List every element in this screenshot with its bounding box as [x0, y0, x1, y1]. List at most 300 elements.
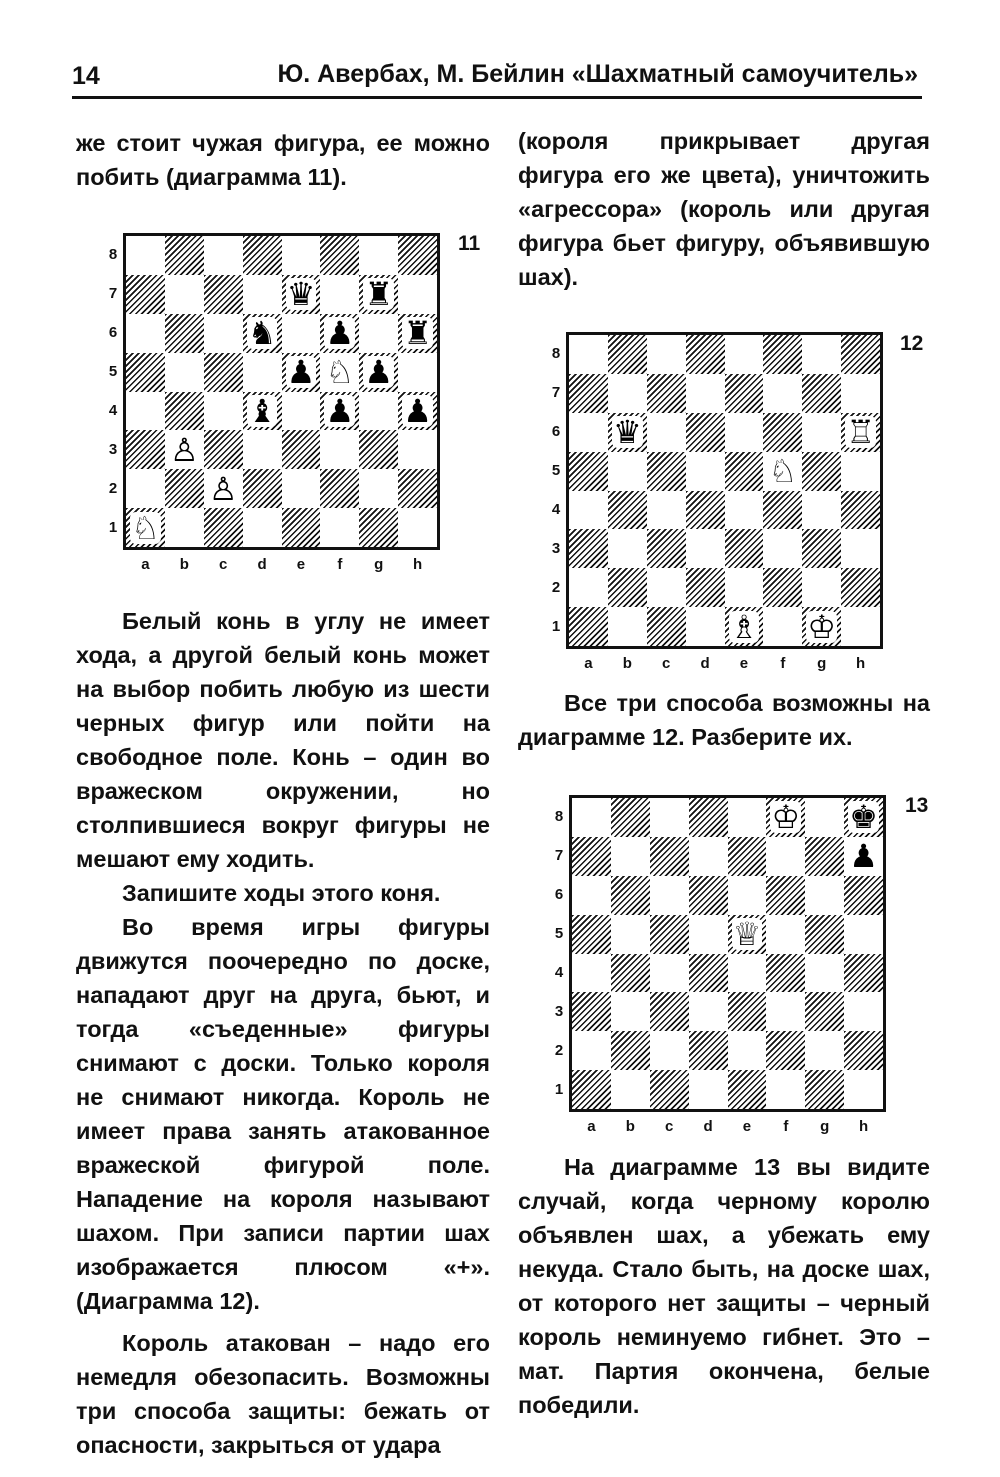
piece-glyph: ♛ [612, 413, 642, 452]
square-b1 [608, 607, 647, 646]
square-c1 [650, 1070, 689, 1109]
rank-label: 2 [551, 578, 561, 596]
piece-glyph: ♜ [403, 314, 432, 353]
rank-label: 1 [108, 518, 118, 536]
square-h1 [844, 1070, 883, 1109]
square-h8 [844, 798, 883, 837]
square-g8 [805, 798, 844, 837]
square-e8 [725, 335, 764, 374]
square-h1 [841, 607, 880, 646]
square-c3 [650, 992, 689, 1031]
square-c5 [650, 915, 689, 954]
left-paragraph-4: Во время игры фигуры движутся поочередно по доске, нападают друг на друга, бьют, и тогда «съеденные» фигуры снимают с доски. Только короля не снимают никогда. Король не имеет права занять атакованное вражеской фигурой поле. Нападение на короля называют шахом. При записи партии шах изображается плюсом «+». (Диаграмма 12). [76, 914, 490, 1314]
black-rook-icon [398, 314, 437, 353]
square-b8 [608, 335, 647, 374]
square-a2 [126, 469, 165, 508]
square-c8 [204, 236, 243, 275]
piece-glyph: ♙ [169, 430, 199, 469]
square-h6 [844, 876, 883, 915]
square-b7 [608, 374, 647, 413]
piece-glyph: ♔ [807, 607, 837, 646]
square-e8 [282, 236, 321, 275]
square-e5 [725, 452, 764, 491]
square-g4 [802, 491, 841, 530]
square-d7 [243, 275, 282, 314]
square-c2 [650, 1031, 689, 1070]
square-a2 [572, 1031, 611, 1070]
square-h8 [841, 335, 880, 374]
square-b6 [611, 876, 650, 915]
chessboard-diagram-13 [569, 795, 886, 1112]
square-f5 [763, 452, 802, 491]
square-g5 [805, 915, 844, 954]
square-g6 [802, 413, 841, 452]
black-pawn-icon [282, 353, 321, 392]
rank-label: 7 [108, 285, 118, 303]
diagram-13-number: 13 [905, 794, 929, 817]
right-paragraph-3: На диаграмме 13 вы видите случай, когда черному королю объявлен шах, а убежать ему некуда. Стало быть, на доске шах, от которого нет защиты – черный король неминуемо гибнет. Это – мат. Партия окончена, белые победили. [518, 1154, 930, 1418]
black-bishop-icon [243, 392, 282, 431]
black-knight-icon [243, 314, 282, 353]
white-pawn-icon [165, 430, 204, 469]
square-f1 [766, 1070, 805, 1109]
square-c2 [647, 568, 686, 607]
square-e5 [728, 915, 767, 954]
square-b2 [165, 469, 204, 508]
square-e4 [725, 491, 764, 530]
square-g7 [802, 374, 841, 413]
square-b4 [611, 954, 650, 993]
rank-label: 4 [551, 500, 561, 518]
square-c6 [650, 876, 689, 915]
square-h7 [841, 374, 880, 413]
square-h2 [844, 1031, 883, 1070]
square-b4 [608, 491, 647, 530]
black-pawn-icon [320, 314, 359, 353]
file-label: c [665, 1118, 674, 1135]
square-h5 [398, 353, 437, 392]
square-f7 [763, 374, 802, 413]
square-b7 [611, 837, 650, 876]
chessboard-diagram-11 [123, 233, 440, 550]
file-label: g [820, 1118, 830, 1135]
file-label: d [257, 556, 267, 573]
file-label: a [141, 556, 150, 573]
square-d8 [686, 335, 725, 374]
right-text-top [518, 124, 930, 294]
rank-label: 3 [108, 440, 118, 458]
square-h7 [398, 275, 437, 314]
square-h4 [398, 392, 437, 431]
square-c3 [647, 529, 686, 568]
square-c4 [650, 954, 689, 993]
file-label: e [296, 556, 306, 573]
square-d1 [243, 508, 282, 547]
square-d3 [686, 529, 725, 568]
square-f8 [763, 335, 802, 374]
square-d2 [243, 469, 282, 508]
piece-glyph: ♟ [325, 314, 355, 353]
square-d5 [686, 452, 725, 491]
square-h3 [844, 992, 883, 1031]
file-label: g [817, 655, 827, 672]
rank-label: 5 [108, 363, 118, 381]
file-label: f [783, 1118, 789, 1135]
file-label: c [219, 556, 228, 573]
piece-glyph: ♟ [325, 391, 355, 430]
piece-glyph: ♕ [732, 915, 762, 954]
rank-label: 1 [551, 617, 561, 635]
white-knight-icon [763, 452, 802, 491]
square-b2 [608, 568, 647, 607]
square-e3 [728, 992, 767, 1031]
square-b3 [608, 529, 647, 568]
square-h2 [841, 568, 880, 607]
square-c6 [204, 314, 243, 353]
square-d1 [686, 607, 725, 646]
white-king-icon [766, 798, 805, 837]
square-e1 [282, 508, 321, 547]
square-d4 [243, 392, 282, 431]
file-label: h [855, 655, 866, 672]
right-paragraph-1: (короля прикрывает другая фигура его же цвета), уничтожить «агрессора» (король или другая фигура бьет фигуру, объявившую шах). [518, 128, 930, 290]
rank-label: 4 [108, 401, 118, 419]
square-f8 [320, 236, 359, 275]
square-e4 [728, 954, 767, 993]
square-f3 [320, 430, 359, 469]
square-a6 [569, 413, 608, 452]
square-d8 [243, 236, 282, 275]
square-c8 [647, 335, 686, 374]
black-queen-icon [608, 413, 647, 452]
square-h5 [844, 915, 883, 954]
white-king-icon [802, 607, 841, 646]
square-e1 [728, 1070, 767, 1109]
rank-label: 3 [551, 539, 561, 557]
black-pawn-icon [398, 392, 437, 431]
piece-glyph: ♜ [364, 275, 394, 314]
square-c5 [647, 452, 686, 491]
square-e7 [282, 275, 321, 314]
square-f7 [766, 837, 805, 876]
square-d2 [686, 568, 725, 607]
square-a1 [572, 1070, 611, 1109]
square-e8 [728, 798, 767, 837]
file-label: f [780, 655, 786, 672]
square-d3 [243, 430, 282, 469]
square-b8 [611, 798, 650, 837]
rank-label: 5 [554, 925, 564, 943]
piece-glyph: ♟ [403, 391, 432, 430]
square-g3 [802, 529, 841, 568]
square-d8 [689, 798, 728, 837]
black-pawn-icon [320, 392, 359, 431]
running-title: Ю. Авербах, М. Бейлин «Шахматный самоучитель» [277, 60, 918, 88]
piece-glyph: ♝ [247, 391, 277, 430]
square-d6 [686, 413, 725, 452]
square-f4 [763, 491, 802, 530]
square-e6 [282, 314, 321, 353]
square-f4 [320, 392, 359, 431]
rank-label: 8 [554, 808, 564, 826]
square-f3 [766, 992, 805, 1031]
square-g5 [802, 452, 841, 491]
page-number: 14 [72, 62, 100, 90]
chessboard-diagram-12 [566, 332, 883, 649]
square-b5 [611, 915, 650, 954]
left-text-bottom [76, 604, 490, 1462]
square-g8 [802, 335, 841, 374]
square-h1 [398, 508, 437, 547]
piece-glyph: ♘ [325, 353, 355, 392]
white-bishop-icon [725, 607, 764, 646]
square-a7 [572, 837, 611, 876]
square-a8 [572, 798, 611, 837]
square-g3 [359, 430, 398, 469]
rank-label: 8 [551, 345, 561, 363]
square-g2 [802, 568, 841, 607]
black-pawn-icon [844, 837, 883, 876]
square-d5 [243, 353, 282, 392]
square-d5 [689, 915, 728, 954]
square-g6 [359, 314, 398, 353]
rank-label: 7 [551, 384, 561, 402]
rank-label: 2 [108, 479, 118, 497]
square-d2 [689, 1031, 728, 1070]
square-g5 [359, 353, 398, 392]
square-e6 [728, 876, 767, 915]
piece-glyph: ♖ [846, 413, 875, 452]
square-a8 [126, 236, 165, 275]
file-label: g [374, 556, 384, 573]
square-e4 [282, 392, 321, 431]
square-h5 [841, 452, 880, 491]
square-h6 [841, 413, 880, 452]
square-e6 [725, 413, 764, 452]
file-label: d [703, 1118, 713, 1135]
square-c4 [647, 491, 686, 530]
square-f1 [320, 508, 359, 547]
square-d4 [689, 954, 728, 993]
square-e7 [725, 374, 764, 413]
square-a2 [569, 568, 608, 607]
square-a6 [126, 314, 165, 353]
square-f2 [320, 469, 359, 508]
diagram-12-number: 12 [900, 332, 924, 355]
piece-glyph: ♞ [247, 314, 277, 353]
square-c2 [204, 469, 243, 508]
square-b5 [608, 452, 647, 491]
white-knight-icon [320, 353, 359, 392]
square-g7 [805, 837, 844, 876]
square-a3 [569, 529, 608, 568]
square-h4 [841, 491, 880, 530]
square-b1 [611, 1070, 650, 1109]
square-a7 [126, 275, 165, 314]
square-g1 [802, 607, 841, 646]
file-label: b [622, 655, 632, 672]
piece-glyph: ♘ [131, 508, 160, 547]
white-queen-icon [728, 915, 767, 954]
square-c5 [204, 353, 243, 392]
right-text-bottom [518, 1150, 930, 1422]
square-d6 [243, 314, 282, 353]
file-label: c [662, 655, 671, 672]
square-e2 [728, 1031, 767, 1070]
file-label: d [700, 655, 710, 672]
rank-label: 6 [551, 423, 561, 441]
square-g7 [359, 275, 398, 314]
white-knight-icon [126, 508, 165, 547]
square-a3 [572, 992, 611, 1031]
square-c4 [204, 392, 243, 431]
square-g2 [359, 469, 398, 508]
square-a7 [569, 374, 608, 413]
file-label: e [739, 655, 749, 672]
square-b8 [165, 236, 204, 275]
black-rook-icon [359, 275, 398, 314]
square-c1 [204, 508, 243, 547]
square-b7 [165, 275, 204, 314]
square-a4 [126, 392, 165, 431]
square-a6 [572, 876, 611, 915]
square-f5 [766, 915, 805, 954]
square-f7 [320, 275, 359, 314]
left-text-top [76, 126, 490, 194]
black-pawn-icon [359, 353, 398, 392]
square-b3 [165, 430, 204, 469]
square-g1 [359, 508, 398, 547]
square-c7 [647, 374, 686, 413]
square-d7 [689, 837, 728, 876]
rank-label: 7 [554, 847, 564, 865]
white-pawn-icon [204, 469, 243, 508]
square-h3 [398, 430, 437, 469]
square-d1 [689, 1070, 728, 1109]
black-king-icon [844, 798, 883, 837]
square-h3 [841, 529, 880, 568]
square-a1 [126, 508, 165, 547]
square-b4 [165, 392, 204, 431]
square-c1 [647, 607, 686, 646]
square-f2 [766, 1031, 805, 1070]
rank-label: 1 [554, 1080, 564, 1098]
left-paragraph-5: Король атакован – надо его немедля обезопасить. Возможны три способа защиты: бежать от опасности, закрыться от удара [76, 1330, 490, 1458]
square-g8 [359, 236, 398, 275]
file-label: h [858, 1118, 869, 1135]
piece-glyph: ♙ [208, 469, 238, 508]
piece-glyph: ♚ [849, 798, 878, 837]
square-f3 [763, 529, 802, 568]
square-b2 [611, 1031, 650, 1070]
left-paragraph-1: же стоит чужая фигура, ее можно побить (диаграмма 11). [76, 130, 490, 190]
square-g4 [805, 954, 844, 993]
square-a5 [572, 915, 611, 954]
square-d4 [686, 491, 725, 530]
header-rule [72, 96, 922, 99]
black-queen-icon [282, 275, 321, 314]
square-b3 [611, 992, 650, 1031]
file-label: e [742, 1118, 752, 1135]
rank-label: 4 [554, 963, 564, 981]
square-e3 [282, 430, 321, 469]
rank-label: 2 [554, 1041, 564, 1059]
square-e1 [725, 607, 764, 646]
rank-label: 6 [554, 886, 564, 904]
right-text-middle [518, 686, 930, 754]
diagram-11-number: 11 [458, 232, 481, 255]
square-e5 [282, 353, 321, 392]
square-e2 [282, 469, 321, 508]
square-a3 [126, 430, 165, 469]
square-g2 [805, 1031, 844, 1070]
square-e7 [728, 837, 767, 876]
file-label: a [587, 1118, 596, 1135]
square-h2 [398, 469, 437, 508]
piece-glyph: ♗ [729, 607, 759, 646]
rank-label: 3 [554, 1002, 564, 1020]
square-c7 [204, 275, 243, 314]
square-c3 [204, 430, 243, 469]
white-rook-icon [841, 413, 880, 452]
square-h4 [844, 954, 883, 993]
right-paragraph-2: Все три способа возможны на диаграмме 12. Разберите их. [518, 690, 930, 750]
square-a4 [569, 491, 608, 530]
piece-glyph: ♟ [849, 837, 878, 876]
square-g6 [805, 876, 844, 915]
square-e3 [725, 529, 764, 568]
square-c7 [650, 837, 689, 876]
square-g3 [805, 992, 844, 1031]
square-d6 [689, 876, 728, 915]
left-paragraph-2: Белый конь в углу не имеет хода, а другой белый конь может на выбор побить любую из шести черных фигур или пойти на свободное поле. Конь – один во вражеском окружении, но столпившиеся вокруг фигуры не мешают ему ходить. [76, 608, 490, 872]
piece-glyph: ♘ [768, 452, 798, 491]
square-h7 [844, 837, 883, 876]
square-b6 [608, 413, 647, 452]
piece-glyph: ♟ [364, 353, 394, 392]
square-a1 [569, 607, 608, 646]
square-g4 [359, 392, 398, 431]
file-label: a [584, 655, 593, 672]
file-label: h [412, 556, 423, 573]
square-a8 [569, 335, 608, 374]
file-label: b [625, 1118, 635, 1135]
square-f5 [320, 353, 359, 392]
square-h6 [398, 314, 437, 353]
square-e2 [725, 568, 764, 607]
square-b1 [165, 508, 204, 547]
rank-label: 5 [551, 462, 561, 480]
rank-label: 8 [108, 246, 118, 264]
square-b5 [165, 353, 204, 392]
square-a5 [126, 353, 165, 392]
rank-label: 6 [108, 324, 118, 342]
square-h8 [398, 236, 437, 275]
square-b6 [165, 314, 204, 353]
square-g1 [805, 1070, 844, 1109]
square-f6 [766, 876, 805, 915]
square-d3 [689, 992, 728, 1031]
square-f6 [763, 413, 802, 452]
square-c8 [650, 798, 689, 837]
piece-glyph: ♛ [286, 275, 316, 314]
file-label: f [337, 556, 343, 573]
square-f8 [766, 798, 805, 837]
left-paragraph-3: Запишите ходы этого коня. [122, 880, 441, 906]
square-f1 [763, 607, 802, 646]
square-d7 [686, 374, 725, 413]
file-label: b [179, 556, 189, 573]
